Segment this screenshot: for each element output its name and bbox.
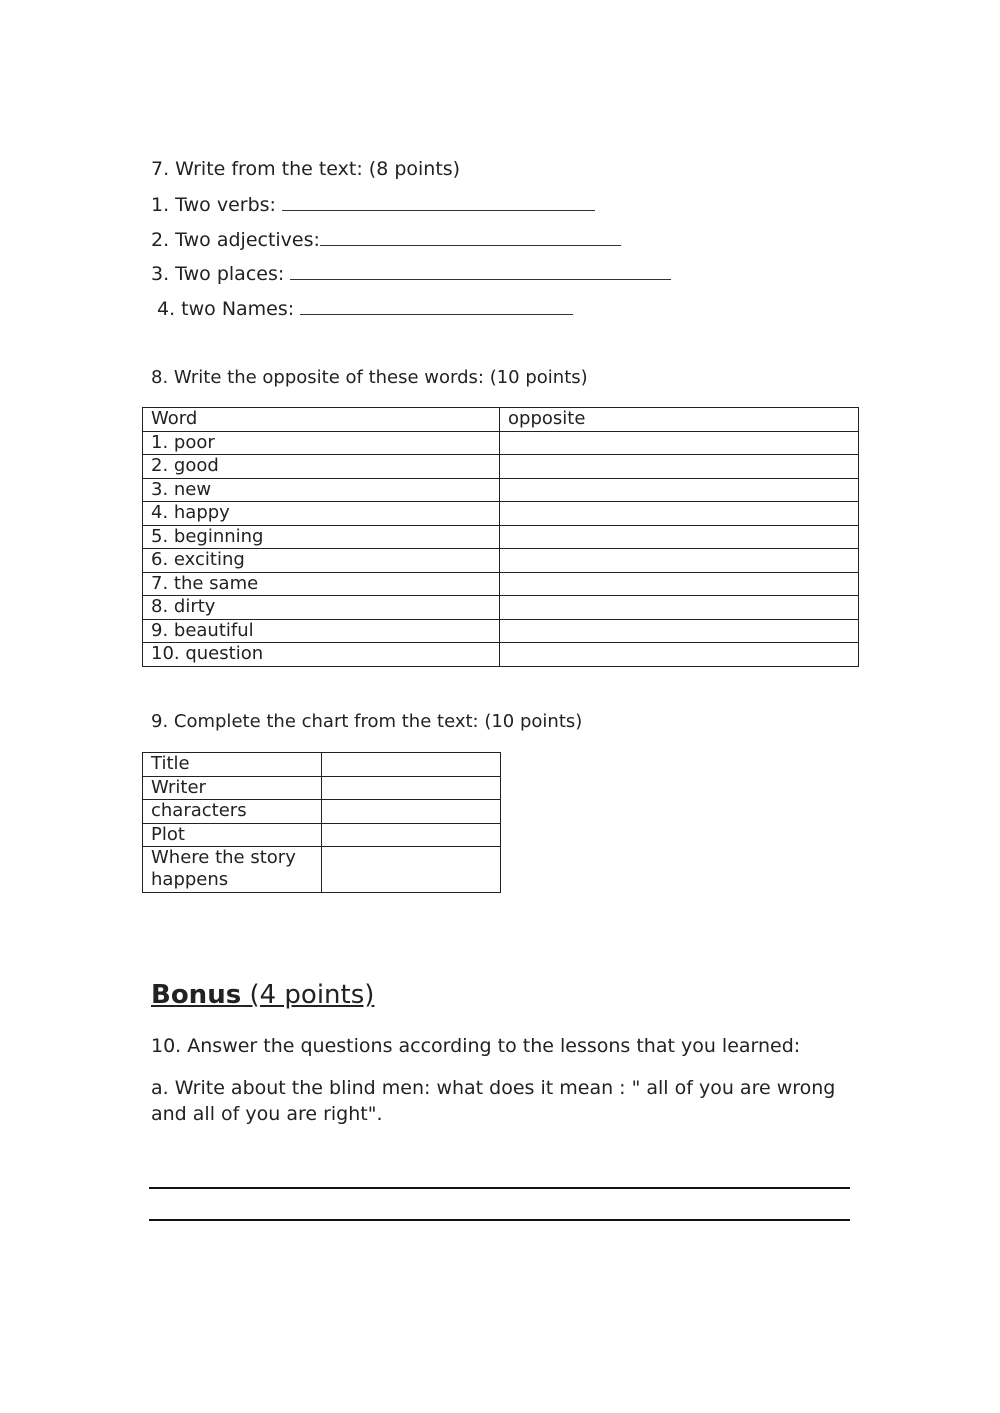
chart-answer-cell[interactable]	[322, 847, 501, 893]
section-8-heading: 8. Write the opposite of these words: (10 points)	[151, 367, 588, 388]
section-7-heading: 7. Write from the text: (8 points)	[151, 158, 461, 180]
word-cell: 9. beautiful	[143, 619, 500, 643]
word-cell: 5. beginning	[143, 525, 500, 549]
answer-line[interactable]	[149, 1187, 850, 1189]
table-row	[143, 596, 859, 620]
column-header-word: Word	[143, 408, 500, 432]
opposites-table	[142, 407, 859, 667]
bonus-title-bold: Bonus	[151, 980, 242, 1010]
opposite-answer-cell[interactable]	[500, 478, 859, 502]
section-7-item-verbs	[151, 192, 595, 217]
chart-answer-cell[interactable]	[322, 753, 501, 777]
table-row	[143, 549, 859, 573]
bonus-heading	[151, 978, 374, 1012]
table-row	[143, 502, 859, 526]
table-header-row	[143, 408, 859, 432]
bonus-instruction: 10. Answer the questions according to the lessons that you learned:	[151, 1035, 801, 1057]
table-row	[143, 525, 859, 549]
table-row	[143, 478, 859, 502]
chart-answer-cell[interactable]	[322, 776, 501, 800]
section-9-heading: 9. Complete the chart from the text: (10 points)	[151, 711, 583, 732]
word-cell: 8. dirty	[143, 596, 500, 620]
table-row	[143, 776, 501, 800]
section-7-item-names	[157, 296, 573, 321]
bonus-question-a: a. Write about the blind men: what does it mean : " all of you are wrong and all of you are right".	[151, 1077, 836, 1125]
table-row	[143, 431, 859, 455]
word-cell: 6. exciting	[143, 549, 500, 573]
story-chart-table	[142, 752, 501, 893]
opposite-answer-cell[interactable]	[500, 549, 859, 573]
table-row	[143, 643, 859, 667]
item-label: 4. two Names:	[157, 298, 301, 320]
chart-label-cell: Title	[143, 753, 322, 777]
chart-answer-cell[interactable]	[322, 800, 501, 824]
table-row	[143, 619, 859, 643]
answer-blank[interactable]	[300, 296, 573, 315]
table-row	[143, 823, 501, 847]
word-cell: 4. happy	[143, 502, 500, 526]
word-cell: 7. the same	[143, 572, 500, 596]
word-cell: 3. new	[143, 478, 500, 502]
opposite-answer-cell[interactable]	[500, 525, 859, 549]
table-row	[143, 455, 859, 479]
answer-line[interactable]	[149, 1219, 850, 1221]
chart-label-cell: characters	[143, 800, 322, 824]
column-header-opposite: opposite	[500, 408, 859, 432]
opposite-answer-cell[interactable]	[500, 596, 859, 620]
table-row	[143, 572, 859, 596]
item-label: 2. Two adjectives:	[151, 229, 320, 251]
opposite-answer-cell[interactable]	[500, 502, 859, 526]
table-row	[143, 800, 501, 824]
chart-answer-cell[interactable]	[322, 823, 501, 847]
item-label: 3. Two places:	[151, 263, 291, 285]
table-row	[143, 753, 501, 777]
opposite-answer-cell[interactable]	[500, 643, 859, 667]
chart-label-cell: Where the story happens	[143, 847, 322, 893]
chart-label-cell: Writer	[143, 776, 322, 800]
section-7-item-places	[151, 261, 671, 286]
word-cell: 2. good	[143, 455, 500, 479]
opposite-answer-cell[interactable]	[500, 572, 859, 596]
opposite-answer-cell[interactable]	[500, 455, 859, 479]
answer-blank[interactable]	[282, 192, 595, 211]
opposite-answer-cell[interactable]	[500, 431, 859, 455]
word-cell: 1. poor	[143, 431, 500, 455]
answer-blank[interactable]	[320, 227, 621, 246]
answer-blank[interactable]	[290, 261, 671, 280]
chart-label-cell: Plot	[143, 823, 322, 847]
table-row	[143, 847, 501, 893]
bonus-points: (4 points)	[241, 980, 375, 1010]
word-cell: 10. question	[143, 643, 500, 667]
item-label: 1. Two verbs:	[151, 194, 282, 216]
opposite-answer-cell[interactable]	[500, 619, 859, 643]
section-7-item-adjectives	[151, 227, 621, 252]
